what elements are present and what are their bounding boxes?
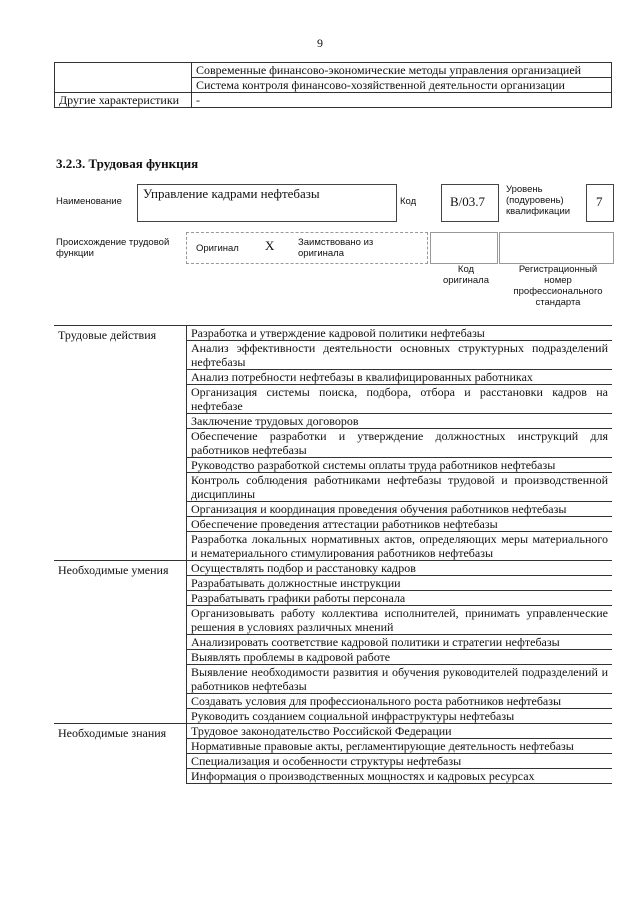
- section-heading: Необходимые знания: [54, 724, 187, 784]
- code-label: Код: [400, 196, 417, 207]
- borrowed-label: Заимствовано из оригинала: [298, 237, 374, 259]
- table-cell: Другие характеристики: [55, 93, 192, 108]
- orig-code-box: [430, 232, 498, 264]
- origin-box: [186, 232, 428, 264]
- table-cell: -: [192, 93, 612, 108]
- section-title: 3.2.3. Трудовая функция: [56, 156, 199, 171]
- table-row: [55, 63, 612, 78]
- list-item: Организация и координация проведения обучения работников нефтебазы: [187, 502, 613, 517]
- list-item: Разработка и утверждение кадровой политики нефтебазы: [187, 326, 613, 341]
- list-item: Выявлять проблемы в кадровой работе: [187, 650, 613, 665]
- list-item: Анализировать соответствие кадровой политики и стратегии нефтебазы: [187, 635, 613, 650]
- table-cell: Система контроля финансово-хозяйственной деятельности организации: [192, 78, 612, 93]
- function-code: B/03.7: [450, 194, 486, 209]
- function-table: [54, 325, 612, 784]
- table-row: [54, 724, 612, 739]
- origin-label: Происхождение трудовой функции: [56, 237, 170, 259]
- original-label: Оригинал: [196, 243, 239, 254]
- table-row: [54, 326, 612, 341]
- table-row: [55, 93, 612, 108]
- section-heading: Трудовые действия: [54, 326, 187, 561]
- list-item: Разработка локальных нормативных актов, определяющих меры материального и нематериального стимулирования работников нефтебазы: [187, 532, 613, 561]
- page-number: 9: [317, 36, 323, 50]
- function-name: Управление кадрами нефтебазы: [143, 186, 320, 201]
- table-cell: [192, 63, 612, 78]
- list-item: Организация системы поиска, подбора, отбора и расстановки кадров на нефтебазе: [187, 385, 613, 414]
- list-item: Обеспечение проведения аттестации работников нефтебазы: [187, 517, 613, 532]
- list-item: Руководство разработкой системы оплаты труда работников нефтебазы: [187, 458, 613, 473]
- function-table-body: [54, 326, 612, 784]
- list-item: Разрабатывать графики работы персонала: [187, 591, 613, 606]
- table-cell: [55, 63, 192, 93]
- list-item: Нормативные правовые акты, регламентирующие деятельность нефтебазы: [187, 739, 613, 754]
- list-item: Руководить созданием социальной инфраструктуры нефтебазы: [187, 709, 613, 724]
- list-item: Анализ эффективности деятельности основных структурных подразделений нефтебазы: [187, 341, 613, 370]
- orig-code-label: Код оригинала: [442, 264, 489, 286]
- list-item: Создавать условия для профессионального роста работников нефтебазы: [187, 694, 613, 709]
- list-item: Обеспечение разработки и утверждение должностных инструкций для работников нефтебазы: [187, 429, 613, 458]
- continuation-table: [54, 62, 612, 108]
- list-item: Заключение трудовых договоров: [187, 414, 613, 429]
- list-item: Осуществлять подбор и расстановку кадров: [187, 561, 613, 576]
- list-item: Информация о производственных мощностях и кадровых ресурсах: [187, 769, 613, 784]
- list-item: Современные финансово-экономические методы управления организацией: [196, 63, 582, 77]
- list-item: Специализация и особенности структуры нефтебазы: [187, 754, 613, 769]
- list-item: Выявление необходимости развития и обучения руководителей подразделений и работников нефтебазы: [187, 665, 613, 694]
- list-item: Трудовое законодательство Российской Федерации: [187, 724, 613, 739]
- list-item: Организовывать работу коллектива исполнителей, принимать управленческие решения в условиях различных мнений: [187, 606, 613, 635]
- table-row: [54, 561, 612, 576]
- list-item: Разрабатывать должностные инструкции: [187, 576, 613, 591]
- list-item: Анализ потребности нефтебазы в квалифицированных работниках: [187, 370, 613, 385]
- reg-number-box: [499, 232, 614, 264]
- list-item: Контроль соблюдения работниками нефтебазы трудовой и производственной дисциплины: [187, 473, 613, 502]
- level-value: 7: [596, 194, 603, 209]
- original-mark: X: [265, 238, 275, 253]
- name-label: Наименование: [56, 196, 122, 207]
- section-heading: Необходимые умения: [54, 561, 187, 724]
- reg-number-label: Регистрационный номер профессионального стандарта: [513, 264, 603, 308]
- level-label: Уровень (подуровень) квалификации: [506, 184, 571, 217]
